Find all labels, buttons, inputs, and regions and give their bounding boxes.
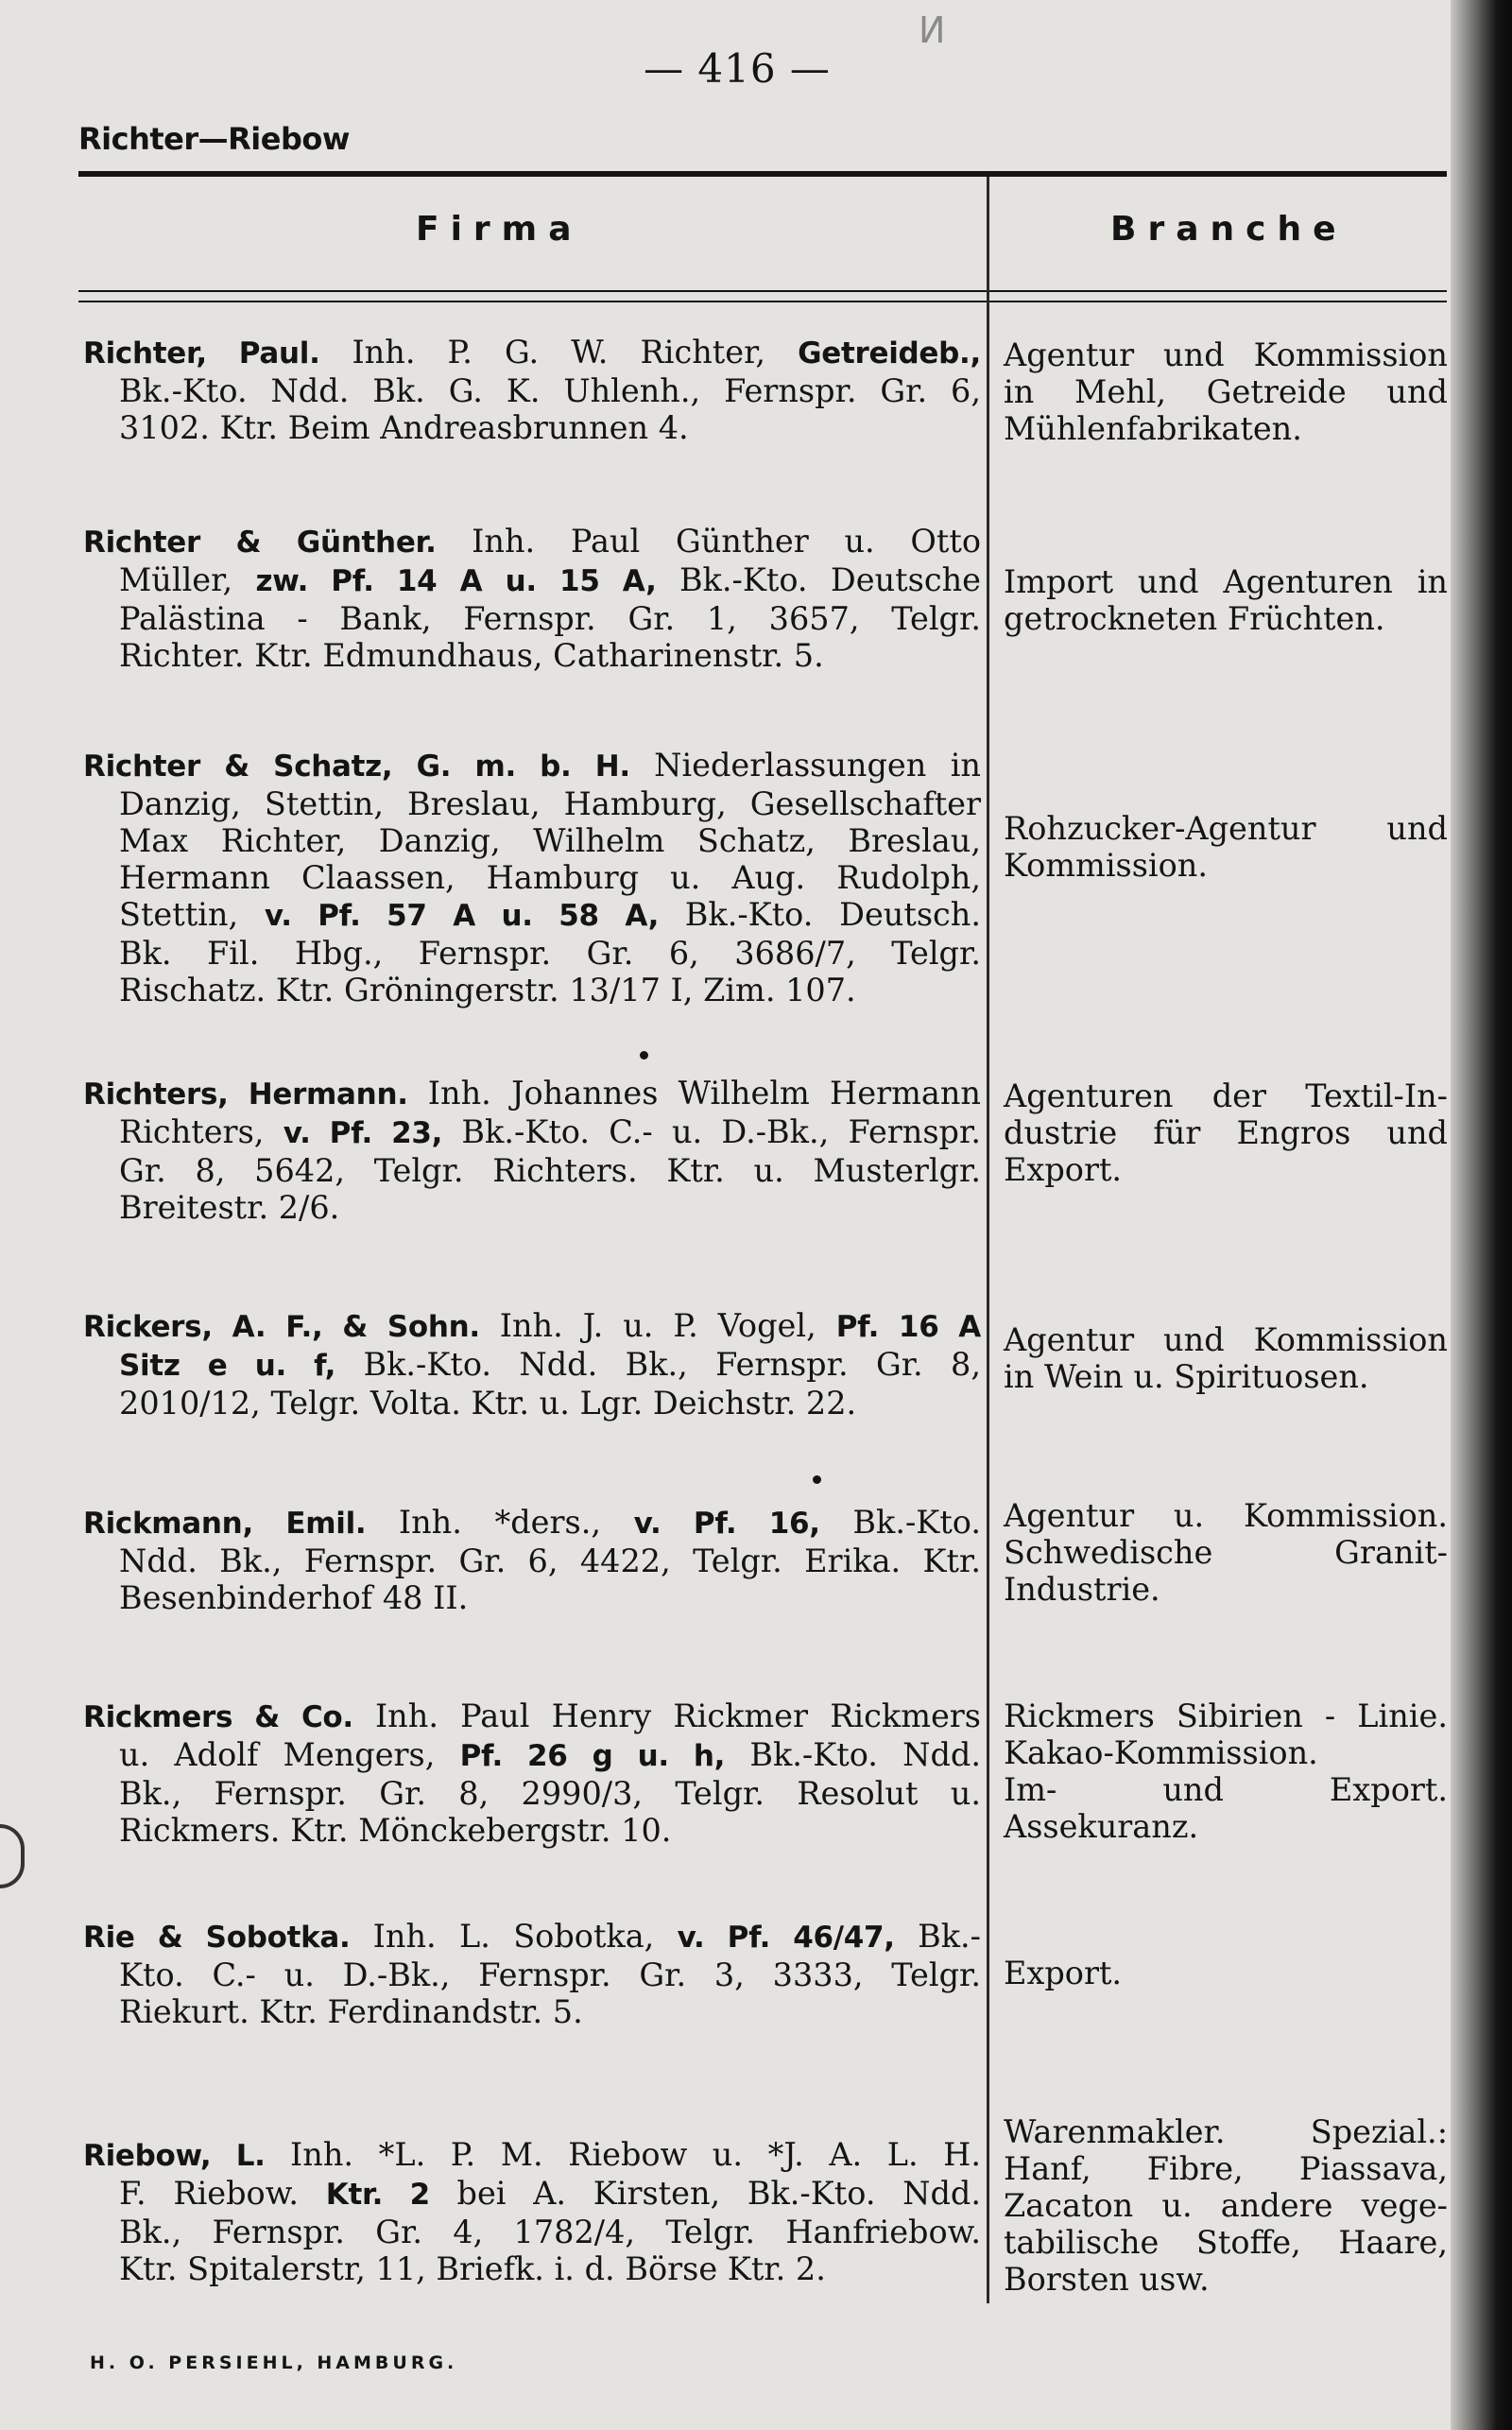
postfach-reference: v. Pf. 46/47, [677, 1921, 895, 1955]
entry-text: Breitestr. 2/6. [119, 1189, 340, 1226]
column-divider [987, 177, 989, 2303]
page-number: — 416 — [644, 45, 831, 92]
postfach-reference: Pf. 26 g u. h, [459, 1739, 726, 1773]
entry-line [83, 935, 981, 972]
firma-entry [83, 523, 981, 674]
entry-text: Inh. Paul Günther u. Otto [472, 523, 981, 560]
entry-text: Inh. J. u. P. Vogel, [499, 1307, 836, 1344]
entry-text: Kto. C.- u. D.-Bk., Fernspr. Gr. 3, 3333, Telgr. [119, 1956, 981, 1993]
firm-name: Rickmers & Co. [83, 1700, 375, 1734]
entry-line [83, 1075, 981, 1113]
firm-name: Rickmann, Emil. [83, 1507, 399, 1541]
entry-text: Bk.-Kto. Ndd. Bk., Fernspr. Gr. 8, [335, 1346, 982, 1383]
branche-line: Export. [1004, 1955, 1123, 1991]
printer-imprint: H. O. PERSIEHL, HAMBURG. [90, 2352, 458, 2373]
branche-line: Mühlenfabrikaten. [1004, 410, 1302, 447]
branche-line: Assekuranz. [1004, 1808, 1199, 1845]
entry-line [83, 1307, 981, 1346]
branche-line: Industrie. [1004, 1571, 1160, 1608]
entry-line [83, 972, 981, 1008]
entry-text: Rischatz. Ktr. Gröningerstr. 13/17 I, Zim. 107. [119, 972, 856, 1008]
branche-line: in Wein u. Spirituosen. [1004, 1358, 1369, 1395]
entry-line [83, 1346, 981, 1385]
firm-name: Rie & Sobotka. [83, 1921, 373, 1955]
print-speck [640, 1051, 648, 1060]
entry-text: Inh. P. G. W. Richter, [352, 334, 799, 371]
firma-entry [83, 334, 981, 446]
firm-name: Rickers, A. F., & Sohn. [83, 1310, 500, 1344]
entry-text: Bk.- [894, 1918, 981, 1955]
entry-line [83, 1918, 981, 1956]
entry-line [83, 372, 981, 409]
entry-line [83, 1736, 981, 1775]
firm-name: Riebow, L. [83, 2139, 291, 2173]
binding-mark [0, 1824, 25, 1888]
branche-line: Schwedische Granit- [1004, 1534, 1448, 1571]
entry-line [83, 1504, 981, 1542]
branche-line: Agentur und Kommission [1004, 336, 1448, 373]
entry-text: 2010/12, Telgr. Volta. Ktr. u. Lgr. Deichstr. 22. [119, 1385, 857, 1422]
entry-line [83, 1775, 981, 1812]
entry-text: Inh. *ders., [398, 1504, 634, 1541]
entry-text: Bk.-Kto. [819, 1504, 982, 1541]
header-double-rule-1 [78, 290, 1447, 292]
branche-line: Zacaton u. andere vege- [1004, 2187, 1448, 2224]
entry-line [83, 2214, 981, 2250]
entry-text: F. Riebow. [119, 2175, 326, 2212]
branche-line: Rohzucker-Agentur und [1004, 810, 1448, 847]
firma-entry [83, 747, 981, 1008]
entry-text: Gr. 8, 5642, Telgr. Richters. Ktr. u. Musterlgr. [119, 1152, 981, 1189]
branche-line: tabilische Stoffe, Haare, [1004, 2224, 1448, 2261]
entry-text: Danzig, Stettin, Breslau, Hamburg, Gesellschafter [119, 785, 981, 822]
entry-text: Besenbinderhof 48 II. [119, 1579, 469, 1616]
branche-entry [1004, 1321, 1448, 1395]
entry-text: Hermann Claassen, Hamburg u. Aug. Rudolph, [119, 859, 981, 896]
firma-entry [83, 1698, 981, 1849]
entry-text: Max Richter, Danzig, Wilhelm Schatz, Breslau, [119, 822, 981, 859]
branche-entry [1004, 1955, 1448, 1991]
entry-line [83, 1152, 981, 1189]
entry-text: Richters, [119, 1113, 284, 1150]
firma-entry [83, 1918, 981, 2030]
branche-entry [1004, 563, 1448, 637]
postfach-reference: v. Pf. 16, [633, 1507, 820, 1541]
header-rule [78, 171, 1447, 177]
branche-line: Hanf, Fibre, Piassava, [1004, 2150, 1448, 2187]
entry-text: bei A. Kirsten, Bk.-Kto. Ndd. [429, 2175, 981, 2212]
branche-entry [1004, 1698, 1448, 1845]
entry-text: 3102. Ktr. Beim Andreasbrunnen 4. [119, 409, 689, 446]
branche-entry [1004, 336, 1448, 447]
column-header-branche: Branche [1110, 210, 1348, 249]
branche-line: dustrie für Engros und [1004, 1114, 1448, 1151]
branche-line: Kakao-Kommission. [1004, 1734, 1318, 1771]
firm-name: Richter, Paul. [83, 336, 352, 371]
firm-name: Richter & Günther. [83, 526, 472, 560]
postfach-reference: v. Pf. 57 A u. 58 A, [264, 899, 660, 933]
header-double-rule-2 [78, 301, 1447, 302]
firma-entry [83, 1307, 981, 1422]
column-header-firma: Firma [416, 210, 583, 249]
branche-line: Agenturen der Textil-In- [1004, 1077, 1448, 1114]
entry-text: Bk.-Kto. C.- u. D.-Bk., Fernspr. [442, 1113, 981, 1150]
postfach-reference: Sitz e u. f, [119, 1349, 336, 1383]
entry-text: Palästina - Bank, Fernspr. Gr. 1, 3657, Telgr. [119, 600, 981, 637]
entry-line [83, 859, 981, 896]
entry-text: Müller, [119, 561, 256, 598]
branche-line: Export. [1004, 1151, 1123, 1188]
entry-text: Inh. *L. P. M. Riebow u. *J. A. L. H. [290, 2136, 982, 2173]
entry-text: Bk. Fil. Hbg., Fernspr. Gr. 6, 3686/7, Telgr. [119, 935, 981, 972]
branche-line: Rickmers Sibirien - Linie. [1004, 1698, 1448, 1734]
firma-entry [83, 1075, 981, 1226]
entry-line [83, 561, 981, 600]
branche-entry [1004, 1077, 1448, 1188]
entry-text: Bk.-Kto. Deutsche [656, 561, 981, 598]
entry-text: u. Adolf Mengers, [119, 1736, 460, 1773]
entry-text: Riekurt. Ktr. Ferdinandstr. 5. [119, 1993, 583, 2030]
branche-line: Borsten usw. [1004, 2261, 1210, 2298]
page-edge-shadow [1451, 0, 1512, 2430]
entry-line [83, 896, 981, 935]
entry-line [83, 747, 981, 785]
entry-line [83, 1993, 981, 2030]
postfach-reference: Getreideb., [798, 336, 981, 371]
branche-entry [1004, 810, 1448, 884]
branche-line: getrockneten Früchten. [1004, 600, 1385, 637]
branche-line: in Mehl, Getreide und [1004, 373, 1448, 410]
branche-line: Im- und Export. [1004, 1771, 1448, 1808]
entry-line [83, 2175, 981, 2214]
postfach-reference: Pf. 16 A [835, 1310, 981, 1344]
branche-line: Agentur und Kommission [1004, 1321, 1448, 1358]
entry-line [83, 600, 981, 637]
entry-line [83, 1189, 981, 1226]
entry-line [83, 409, 981, 446]
entry-line [83, 334, 981, 372]
entry-text: Bk., Fernspr. Gr. 8, 2990/3, Telgr. Resolut u. [119, 1775, 981, 1812]
entry-text: Stettin, [119, 896, 265, 933]
firm-name: Richters, Hermann. [83, 1077, 428, 1112]
entry-line [83, 785, 981, 822]
branche-line: Warenmakler. Spezial.: [1004, 2113, 1448, 2150]
entry-line [83, 1542, 981, 1579]
print-speck [813, 1475, 821, 1484]
entry-line [83, 2250, 981, 2287]
branche-line: Agentur u. Kommission. [1004, 1497, 1448, 1534]
entry-text: Bk., Fernspr. Gr. 4, 1782/4, Telgr. Hanfriebow. [119, 2214, 981, 2250]
entry-line [83, 1956, 981, 1993]
entry-text: Bk.-Kto. Ndd. [725, 1736, 981, 1773]
entry-text: Inh. L. Sobotka, [372, 1918, 678, 1955]
entry-line [83, 2136, 981, 2175]
firma-entry [83, 1504, 981, 1616]
entry-text: Niederlassungen in [654, 747, 981, 784]
entry-line [83, 1579, 981, 1616]
branche-line: Kommission. [1004, 847, 1209, 884]
pencil-mark: И [919, 9, 946, 51]
branche-entry [1004, 2113, 1448, 2298]
firm-name: Richter & Schatz, G. m. b. H. [83, 750, 655, 784]
entry-text: Inh. Paul Henry Rickmer Rickmers [374, 1698, 981, 1734]
branche-entry [1004, 1497, 1448, 1608]
entry-line [83, 1113, 981, 1152]
entry-line [83, 1698, 981, 1736]
entry-line [83, 637, 981, 674]
branche-line: Import und Agenturen in [1004, 563, 1448, 600]
entry-line [83, 523, 981, 561]
entry-text: Richter. Ktr. Edmundhaus, Catharinenstr. 5. [119, 637, 824, 674]
entry-text: Ndd. Bk., Fernspr. Gr. 6, 4422, Telgr. Erika. Ktr. [119, 1542, 981, 1579]
firma-entry [83, 2136, 981, 2287]
entry-text: Ktr. Spitalerstr, 11, Briefk. i. d. Börse Ktr. 2. [119, 2250, 826, 2287]
running-head: Richter—Riebow [78, 121, 350, 157]
entry-line [83, 1385, 981, 1422]
entry-text: Inh. Johannes Wilhelm Hermann [427, 1075, 981, 1112]
entry-text: Bk.-Kto. Ndd. Bk. G. K. Uhlenh., Fernspr. Gr. 6, [119, 372, 981, 409]
entry-line [83, 822, 981, 859]
entry-text: Bk.-Kto. Deutsch. [659, 896, 981, 933]
entry-text: Rickmers. Ktr. Mönckebergstr. 10. [119, 1812, 672, 1849]
postfach-reference: v. Pf. 23, [283, 1116, 443, 1150]
postfach-reference: Ktr. 2 [325, 2178, 430, 2212]
entry-line [83, 1812, 981, 1849]
postfach-reference: zw. Pf. 14 A u. 15 A, [255, 564, 657, 598]
